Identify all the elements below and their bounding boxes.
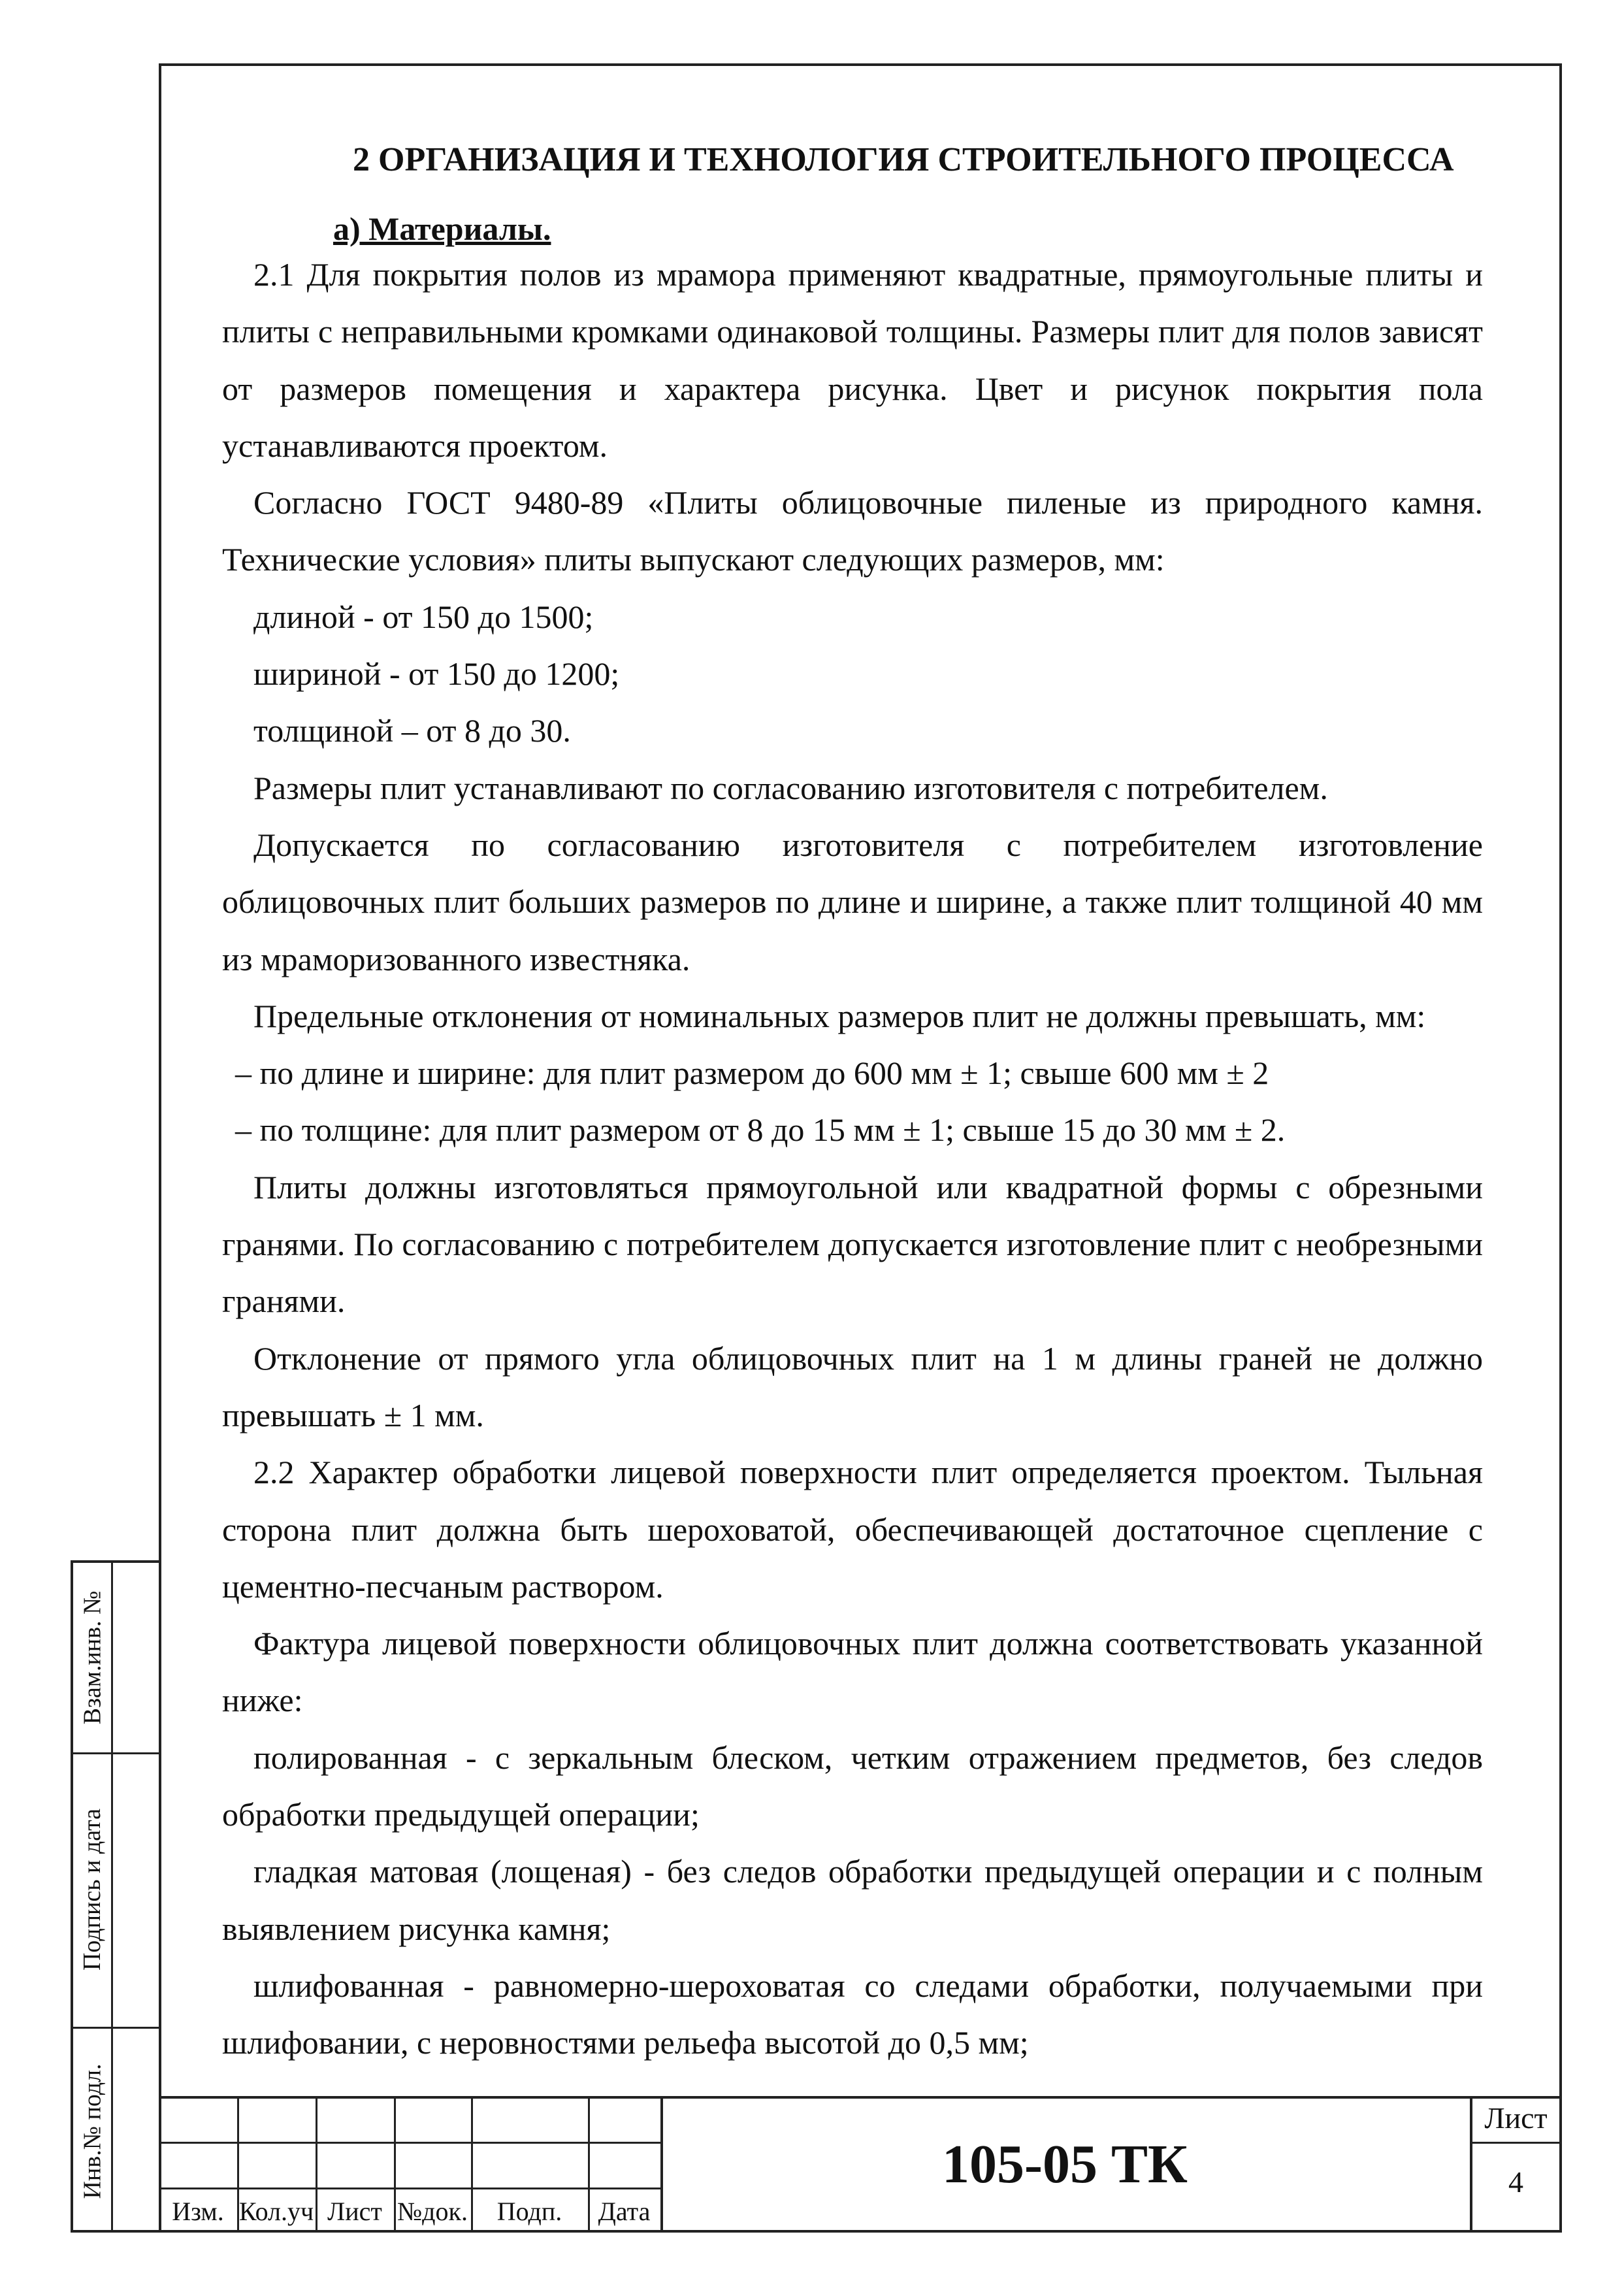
- document-body: [222, 246, 1483, 2072]
- paragraph: Плиты должны изготовляться прямоугольной или квадратной формы с обрезными гранями. По согласованию с потребителем допускается изготовление плит с необрезными гранями.: [222, 1168, 1483, 1320]
- paragraph: длиной - от 150 до 1500;: [253, 598, 594, 635]
- paragraph: полированная - с зеркальным блеском, четким отражением предметов, без следов обработки предыдущей операции;: [222, 1739, 1483, 1833]
- col-podp: Подп.: [496, 2197, 562, 2226]
- inv-orig-label: Инв.№ подл.: [78, 2063, 106, 2199]
- signature-date-label: Подпись и дата: [78, 1808, 106, 1971]
- paragraph: 2.1 Для покрытия полов из мрамора применяют квадратные, прямоугольные плиты и плиты с неправильными кромками одинаковой толщины. Размеры плит для полов зависят от размеров помещения и характера рисунка. Цвет и рисунок покрытия пола устанавливаются проектом.: [222, 256, 1483, 464]
- materials-subheading: а) Материалы.: [333, 210, 551, 247]
- document-code: 105-05 ТК: [942, 2134, 1188, 2195]
- side-stamp-divider: [111, 1563, 113, 2230]
- paragraph: – по длине и ширине: для плит размером до 600 мм ± 1; свыше 600 мм ± 2: [235, 1055, 1269, 1092]
- col-list: Лист: [327, 2197, 382, 2226]
- col-data: Дата: [598, 2197, 651, 2226]
- paragraph: толщиной – от 8 до 30.: [253, 712, 571, 749]
- paragraph: шириной - от 150 до 1200;: [253, 655, 620, 693]
- paragraph: – по толщине: для плит размером от 8 до 15 мм ± 1; свыше 15 до 30 мм ± 2.: [235, 1111, 1286, 1149]
- paragraph: гладкая матовая (лощеная) - без следов обработки предыдущей операции и с полным выявлением рисунка камня;: [222, 1853, 1483, 1947]
- paragraph: Фактура лицевой поверхности облицовочных плит должна соответствовать указанной ниже:: [222, 1625, 1483, 1719]
- vzam-inv-label: Взам.инв. №: [78, 1590, 106, 1725]
- paragraph: шлифованная - равномерно-шероховатая со следами обработки, получаемыми при шлифовании, с неровностями рельефа высотой до 0,5 мм;: [222, 1967, 1483, 2061]
- paragraph: Отклонение от прямого угла облицовочных плит на 1 м длины граней не должно превышать ± 1 мм.: [222, 1339, 1483, 1434]
- sheet-number: 4: [1508, 2165, 1523, 2199]
- col-izm: Изм.: [172, 2197, 224, 2226]
- paragraph: Согласно ГОСТ 9480-89 «Плиты облицовочные пиленые из природного камня. Технические условия» плиты выпускают следующих размеров, мм:: [222, 484, 1483, 578]
- paragraph: Предельные отклонения от номинальных размеров плит не должны превышать, мм:: [253, 997, 1426, 1034]
- col-ndok: №док.: [397, 2197, 468, 2226]
- side-stamp: [71, 1560, 159, 2233]
- paragraph: 2.2 Характер обработки лицевой поверхности плит определяется проектом. Тыльная сторона плит должна быть шероховатой, обеспечивающей достаточное сцепление с цементно-песчаным раствором.: [222, 1454, 1483, 1605]
- sheet-label: Лист: [1484, 2101, 1548, 2135]
- section-heading: 2 ОРГАНИЗАЦИЯ И ТЕХНОЛОГИЯ СТРОИТЕЛЬНОГО ПРОЦЕССА: [353, 141, 1454, 178]
- paragraph: Размеры плит устанавливают по согласованию изготовителя с потребителем.: [253, 769, 1328, 806]
- col-kol-uch: Кол.уч: [238, 2197, 314, 2226]
- paragraph: Допускается по согласованию изготовителя с потребителем изготовление облицовочных плит больших размеров по длине и ширине, а также плит толщиной 40 мм из мраморизованного известняка.: [222, 826, 1483, 977]
